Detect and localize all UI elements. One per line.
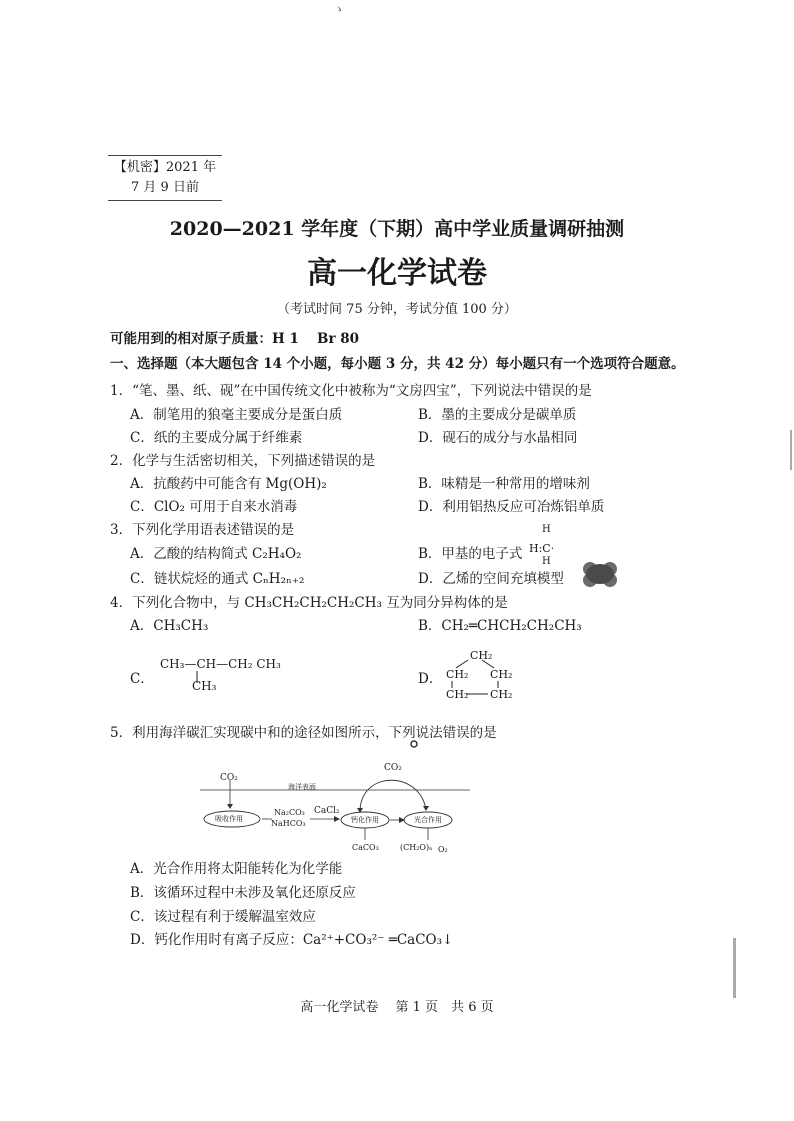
confidential-stamp bbox=[108, 155, 222, 201]
diagram-ch2o: (CH₂O)ₙ bbox=[400, 843, 433, 852]
diagram-absorb: 吸收作用 bbox=[215, 815, 243, 823]
q3-option-b: B．甲基的电子式 bbox=[418, 546, 523, 562]
ring-ch2-top: CH₂ bbox=[470, 649, 493, 662]
atomic-mass-line: 可能用到的相对原子质量：H 1 Br 80 bbox=[110, 331, 360, 347]
secret-line1: 【机密】2021 年 bbox=[113, 160, 217, 175]
scan-dot bbox=[410, 740, 418, 748]
q5-option-d: D．钙化作用时有离子反应：Ca²⁺+CO₃²⁻ ═CaCO₃↓ bbox=[130, 932, 454, 948]
q2-option-b: B．味精是一种常用的增味剂 bbox=[418, 476, 590, 492]
q4-c-branch: CH₃ bbox=[192, 679, 217, 693]
section-heading: 一、选择题（本大题包含 14 个小题，每小题 3 分，共 42 分）每小题只有一个选项符合题意。 bbox=[110, 356, 685, 372]
q3-option-a: A．乙酸的结构简式 C₂H₄O₂ bbox=[130, 546, 302, 562]
q4-c-main-chain: CH₃—CH—CH₂ CH₃ bbox=[160, 657, 281, 671]
diagram-calcify: 钙化作用 bbox=[351, 816, 379, 824]
exam-subject-title: 高一化学试卷 bbox=[307, 256, 487, 291]
q4-option-a: A．CH₃CH₃ bbox=[130, 618, 209, 634]
diagram-co2-left: CO₂ bbox=[220, 773, 238, 783]
q4-option-b: B．CH₂═CHCH₂CH₂CH₃ bbox=[418, 618, 582, 634]
diagram-na2co3: Na₂CO₃ bbox=[274, 808, 305, 817]
q2-option-d: D．利用铝热反应可冶炼铝单质 bbox=[418, 499, 605, 515]
question-5-stem: 5．利用海洋碳汇实现碳中和的途径如图所示，下列说法错误的是 bbox=[110, 725, 497, 741]
q5-option-b: B．该循环过程中未涉及氧化还原反应 bbox=[130, 885, 356, 901]
q2-option-a: A．抗酸药中可能含有 Mg(OH)₂ bbox=[130, 476, 327, 492]
q5-option-a: A．光合作用将太阳能转化为化学能 bbox=[130, 861, 343, 877]
ring-ch2-bottom-right: CH₂ bbox=[490, 688, 513, 701]
q1-option-d: D．砚石的成分与水晶相同 bbox=[418, 430, 578, 446]
question-4-stem: 4．下列化合物中，与 CH₃CH₂CH₂CH₂CH₃ 互为同分异构体的是 bbox=[110, 595, 508, 611]
exam-info: （考试时间 75 分钟，考试分值 100 分） bbox=[277, 302, 517, 317]
q3-option-c: C．链状烷烃的通式 CₙH₂ₙ₊₂ bbox=[130, 571, 305, 587]
question-1-stem: 1．“笔、墨、纸、砚”在中国传统文化中被称为“文房四宝”，下列说法中错误的是 bbox=[110, 383, 592, 399]
diagram-co2-top: CO₂ bbox=[384, 763, 402, 773]
scan-edge-mark bbox=[790, 430, 792, 470]
diagram-o2: O₂ bbox=[438, 845, 448, 854]
diagram-nahco3: NaHCO₃ bbox=[271, 819, 306, 828]
q5-option-c: C．该过程有利于缓解温室效应 bbox=[130, 909, 316, 925]
methyl-h-top: H bbox=[542, 524, 551, 535]
q1-option-c: C．纸的主要成分属于纤维素 bbox=[130, 430, 303, 446]
ethylene-space-filling-model bbox=[580, 560, 620, 588]
q1-option-a: A．制笔用的狼毫主要成分是蛋白质 bbox=[130, 407, 343, 423]
cyclopentane-ring-bonds bbox=[440, 650, 520, 700]
question-3-stem: 3．下列化学用语表述错误的是 bbox=[110, 522, 295, 538]
page-footer: 高一化学试卷 第 1 页 共 6 页 bbox=[300, 1000, 494, 1015]
scan-mark: ゝ bbox=[333, 2, 346, 16]
diagram-cacl2: CaCl₂ bbox=[314, 806, 340, 816]
ring-ch2-left: CH₂ bbox=[446, 668, 469, 681]
q2-option-c: C．ClO₂ 可用于自来水消毒 bbox=[130, 499, 298, 515]
question-2-stem: 2．化学与生活密切相关，下列描述错误的是 bbox=[110, 453, 376, 469]
exam-title: 2020—2021 学年度（下期）高中学业质量调研抽测 bbox=[169, 218, 625, 240]
diagram-sea-surface: 海洋表面 bbox=[288, 783, 316, 791]
ring-ch2-bottom-left: CH₂ bbox=[446, 688, 469, 701]
q3-option-d: D．乙烯的空间充填模型 bbox=[418, 571, 564, 587]
q4-option-c-label: C． bbox=[130, 671, 154, 687]
scan-edge-mark-lower bbox=[733, 938, 736, 998]
q4-option-d-label: D． bbox=[418, 671, 443, 687]
methyl-h-bottom: H bbox=[542, 556, 551, 567]
q1-option-b: B．墨的主要成分是碳单质 bbox=[418, 407, 577, 423]
ring-ch2-right: CH₂ bbox=[490, 668, 513, 681]
methyl-electron-formula: H:C· bbox=[529, 542, 555, 555]
secret-line2: 7 月 9 日前 bbox=[131, 180, 199, 195]
diagram-caco3: CaCO₃ bbox=[352, 843, 379, 852]
diagram-photosyn: 光合作用 bbox=[414, 816, 442, 824]
